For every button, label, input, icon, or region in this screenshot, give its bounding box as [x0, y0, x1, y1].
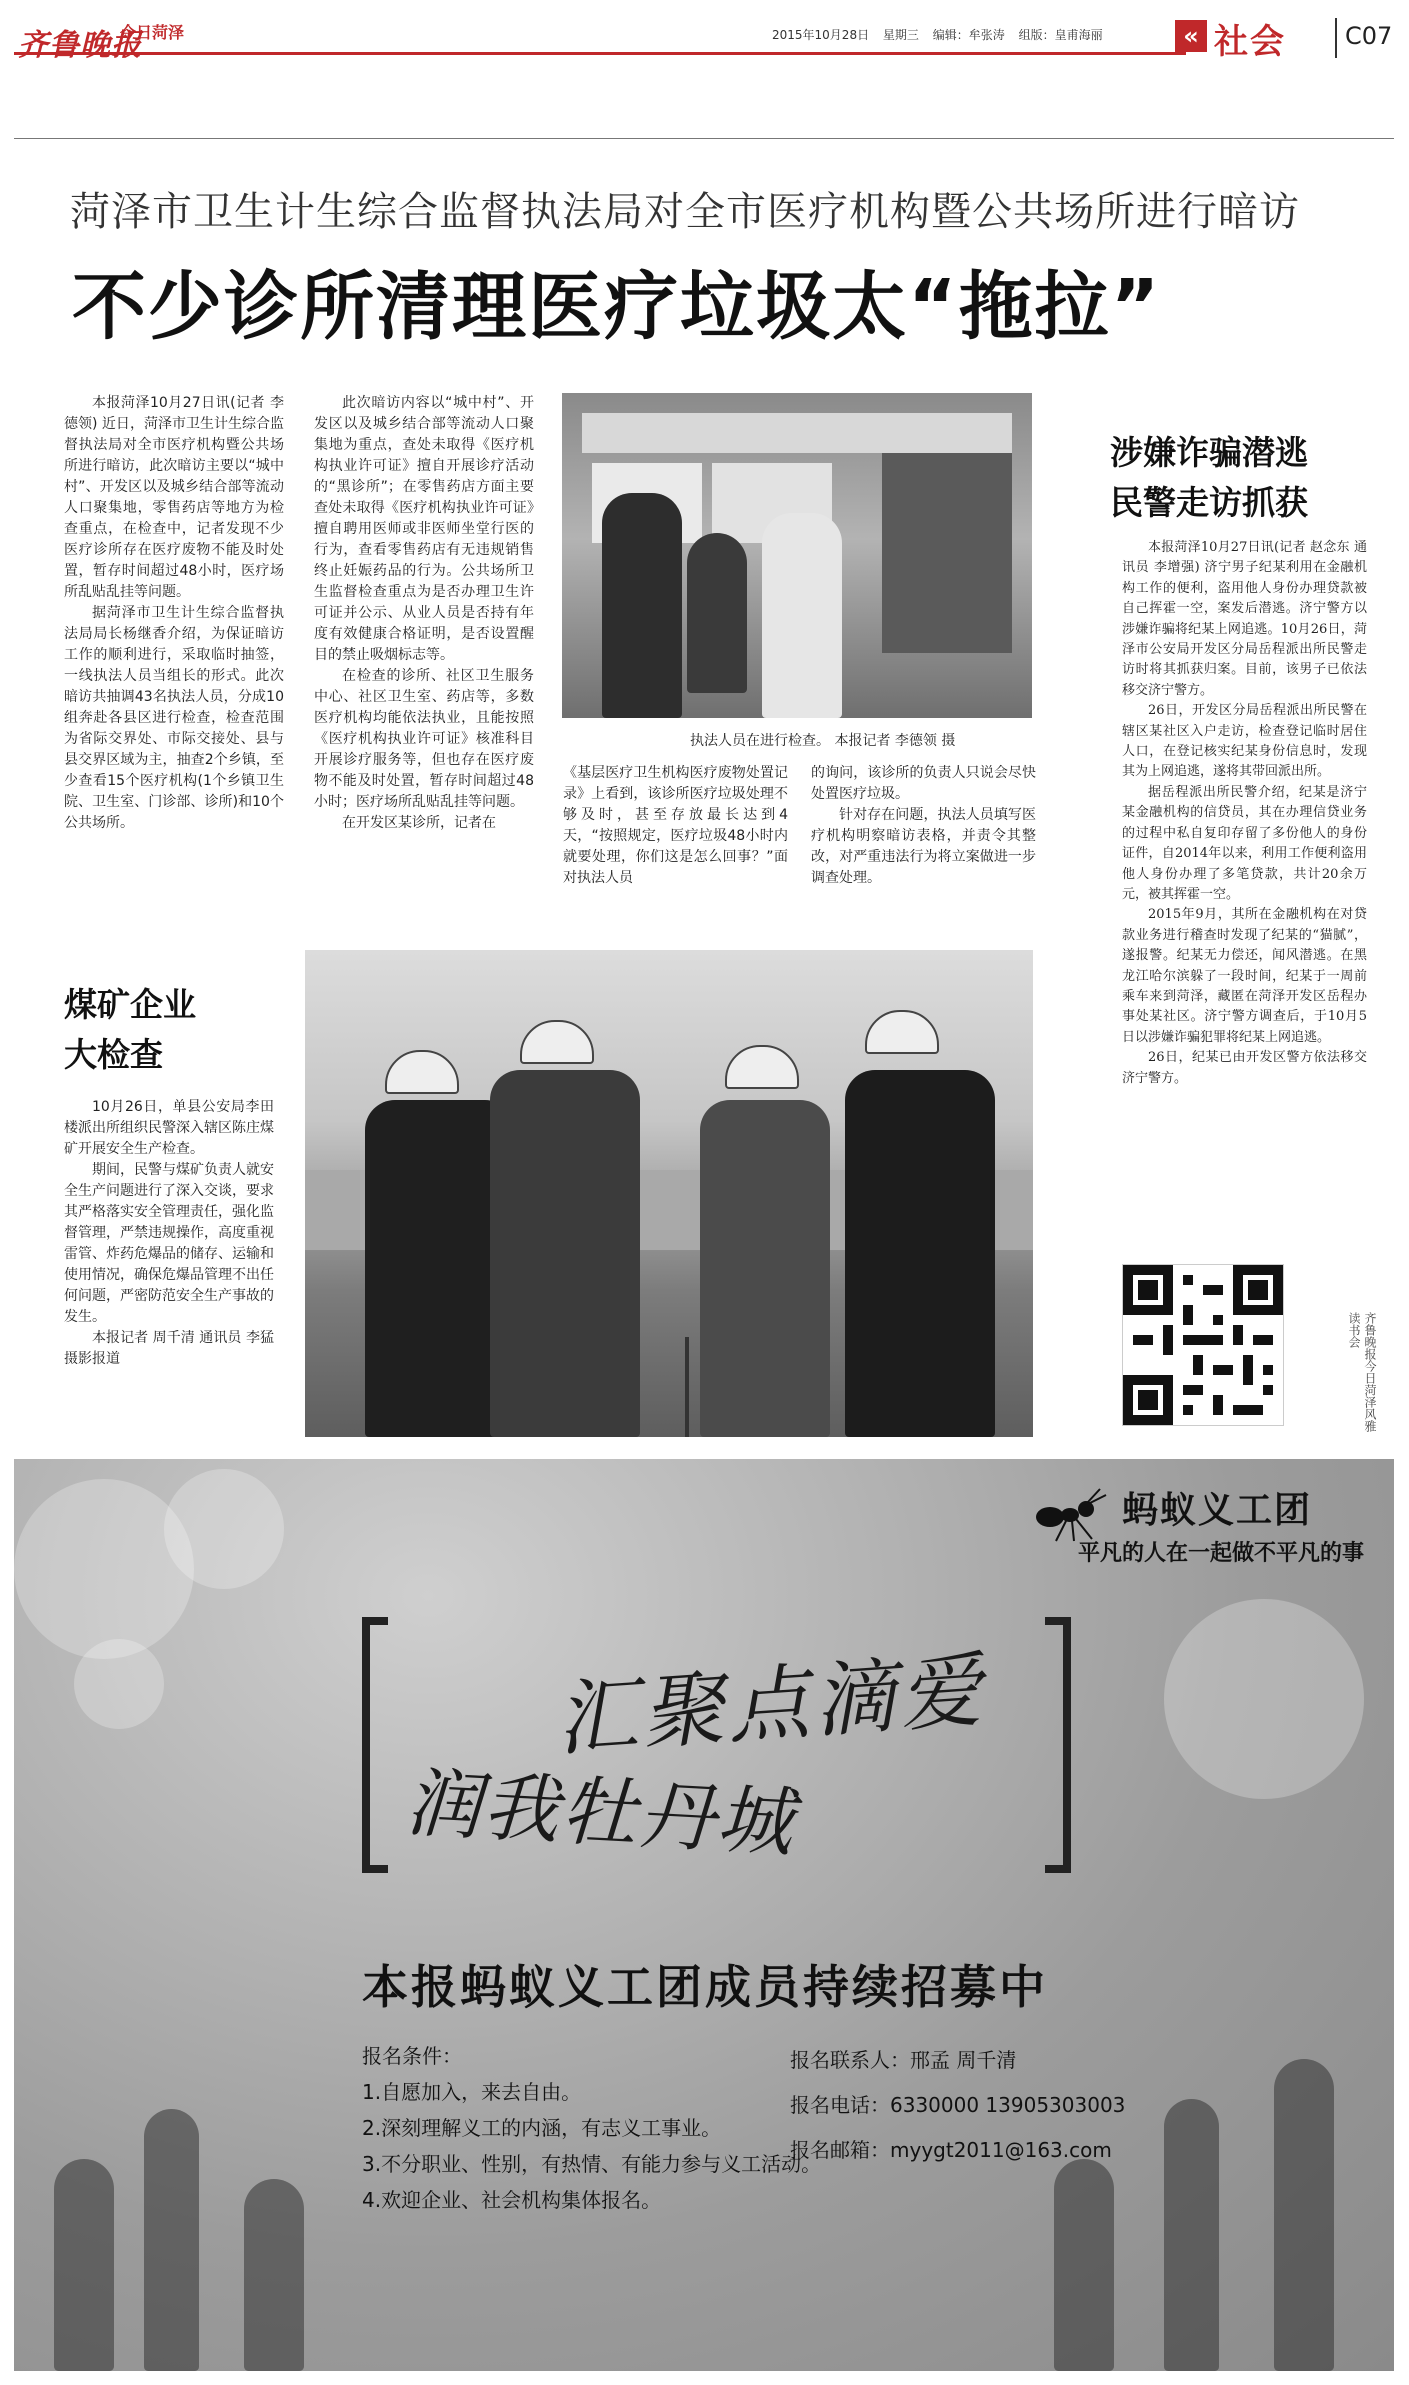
- left-bracket: [362, 1617, 388, 1873]
- right-bracket: [1045, 1617, 1071, 1873]
- paragraph: 本报菏泽10月27日讯(记者 李德领) 近日，菏泽市卫生计生综合监督执法局对全市医疗机构暨公共场所进行暗访，此次暗访主要以“城中村”、开发区以及城乡结合部等流动人口聚集地，零售药店等地方为检查重点，在检查中，记者发现不少医疗诊所存在医疗废物不能及时处置，暂存时间超过48小时，医疗场所乱贴乱挂等问题。: [64, 395, 284, 600]
- page-number: C07: [1345, 22, 1393, 50]
- paragraph: 26日，开发区分局岳程派出所民警在辖区某社区入户走访，检查登记临时居住人口，在登记核实纪某身份信息时，发现其为上网追逃，遂将其带回派出所。: [1122, 703, 1367, 780]
- contact-phone[interactable]: 报名电话：6330000 13905303003: [790, 2093, 1126, 2117]
- coal-headline-line: 煤矿企业: [64, 985, 196, 1024]
- paragraph: 本报菏泽10月27日讯(记者 赵念东 通讯员 李增强) 济宁男子纪某利用在金融机构工作的便利，盗用他人身份办理贷款被自己挥霍一空，案发后潜逃。济宁警方以涉嫌诈骗将纪某上网追逃。10月26日，菏泽市公安局开发区分局岳程派出所民警走访时将其抓获归案。目前，该男子已依法移交济宁警方。: [1122, 540, 1367, 698]
- top-rule: [14, 138, 1394, 139]
- volunteer-ad: [14, 1459, 1394, 2371]
- contact-block: [790, 2038, 1125, 2173]
- requirements-block: [362, 2038, 821, 2218]
- paragraph: 期间，民警与煤矿负责人就安全生产问题进行了深入交谈，要求其严格落实安全管理责任，强化监督管理，严禁违规操作，高度重视雷管、炸药危爆品的储存、运输和使用情况，确保危爆品管理不出任何问题，严密防范安全生产事故的发生。: [64, 1162, 274, 1325]
- recruit-title: 本报蚂蚁义工团成员持续招募中: [362, 1960, 1048, 2014]
- calligraphy-line-1: 汇聚点滴爱: [552, 1643, 989, 1768]
- paragraph: 针对存在问题，执法人员填写医疗机构明察暗访表格，并责令其整改，对严重违法行为将立案做进一步调查处理。: [811, 807, 1036, 886]
- calligraphy-line-2: 润我牡丹城: [402, 1757, 797, 1868]
- editor-credit: 编辑：牟张涛: [932, 28, 1005, 42]
- main-story-col-2: [314, 393, 534, 834]
- contact-person: 报名联系人：邢孟 周千清: [790, 2048, 1017, 2072]
- paragraph: 据岳程派出所民警介绍，纪某是济宁某金融机构的信贷员，其在办理信贷业务的过程中私自复印存留了多份他人的身份证件，自2014年以来，利用工作便利盗用他人身份办理了多笔贷款，共计20余万元，被其挥霍一空。: [1122, 784, 1367, 902]
- paragraph: 此次暗访内容以“城中村”、开发区以及城乡结合部等流动人口聚集地为重点，查处未取得《医疗机构执业许可证》擅自开展诊疗活动的“黑诊所”；在零售药店方面主要查处未取得《医疗机构执业许可证》擅自聘用医师或非医师坐堂行医的行为，查看零售药店有无违规销售终止妊娠药品的行为。公共场所卫生监督检查重点为是否办理卫生许可证并公示、从业人员是否持有年度有效健康合格证明，是否设置醒目的禁止吸烟标志等。: [314, 395, 534, 663]
- masthead-divider: [1335, 18, 1337, 58]
- section-arrow-icon: «: [1175, 20, 1207, 52]
- masthead-rule: [14, 52, 1186, 55]
- coal-mine-photo: [305, 950, 1033, 1437]
- qr-caption: 齐鲁晚报今日菏泽风雅读书会: [1347, 1312, 1377, 1432]
- ad-slogan: 平凡的人在一起做不平凡的事: [1078, 1541, 1365, 1566]
- paragraph: 在检查的诊所、社区卫生服务中心、社区卫生室、药店等，多数医疗机构均能依法执业，且能按照《医疗机构执业许可证》核准科目开展诊疗服务等，但也存在医疗废物不能及时处置，暂存时间超过48小时；医疗场所乱贴乱挂等问题。: [314, 668, 534, 810]
- issue-weekday: 星期三: [882, 28, 919, 42]
- requirement-item: 3.不分职业、性别，有热情、有能力参与义工活动。: [362, 2152, 822, 2176]
- paragraph: 本报记者 周千清 通讯员 李猛 摄影报道: [64, 1330, 274, 1367]
- inspection-photo: [562, 393, 1032, 718]
- side-story-body: [1122, 538, 1367, 1089]
- coal-headline: [64, 980, 196, 1080]
- paragraph: 在开发区某诊所，记者在: [342, 815, 496, 831]
- paragraph: 26日，纪某已由开发区警方依法移交济宁警方。: [1122, 1050, 1367, 1086]
- section-name: 社会: [1214, 22, 1286, 62]
- side-headline-line: 涉嫌诈骗潜逃: [1110, 433, 1308, 472]
- coal-story-body: [64, 1097, 274, 1370]
- contact-email[interactable]: 报名邮箱：myygt2011@163.com: [790, 2138, 1112, 2162]
- main-story-col-3: [563, 763, 788, 889]
- main-story-col-1: [64, 393, 284, 834]
- requirements-title: 报名条件：: [362, 2044, 462, 2068]
- qr-code-icon[interactable]: [1122, 1264, 1284, 1426]
- issue-date: 2015年10月28日: [772, 28, 870, 42]
- ad-org-name: 蚂蚁义工团: [1122, 1490, 1313, 1531]
- main-headline: 不少诊所清理医疗垃圾太“拖拉”: [72, 264, 1162, 350]
- main-story-col-4: [811, 763, 1036, 889]
- requirement-item: 2.深刻理解义工的内涵，有志义工事业。: [362, 2116, 722, 2140]
- photo-caption: 执法人员在进行检查。 本报记者 李德领 摄: [690, 733, 956, 749]
- side-headline: [1110, 428, 1308, 528]
- paragraph: 2015年9月，其所在金融机构在对贷款业务进行稽查时发现了纪某的“猫腻”，遂报警。纪某无力偿还，闻风潜逃。在黑龙江哈尔滨躲了一段时间，纪某于一周前乘车来到菏泽，藏匿在菏泽开发区岳程办事处某社区。济宁警方调查后，于10月5日以涉嫌诈骗犯罪将纪某上网追逃。: [1122, 907, 1367, 1045]
- side-headline-line: 民警走访抓获: [1110, 483, 1308, 522]
- section-label: 今日菏泽: [120, 23, 185, 42]
- main-subhead: 菏泽市卫生计生综合监督执法局对全市医疗机构暨公共场所进行暗访: [70, 189, 1300, 235]
- paragraph: 《基层医疗卫生机构医疗废物处置记录》上看到，该诊所医疗垃圾处理不够及时，甚至存放最长达到4天，“按照规定，医疗垃圾48小时内就要处理，你们这是怎么回事？”面对执法人员: [563, 765, 788, 886]
- masthead-meta: [772, 26, 1113, 43]
- paragraph: 10月26日，单县公安局李田楼派出所组织民警深入辖区陈庄煤矿开展安全生产检查。: [64, 1099, 274, 1157]
- designer-credit: 组版：皇甫海丽: [1018, 28, 1103, 42]
- requirement-item: 4.欢迎企业、社会机构集体报名。: [362, 2188, 662, 2212]
- requirement-item: 1.自愿加入，来去自由。: [362, 2080, 582, 2104]
- coal-headline-line: 大检查: [64, 1035, 163, 1074]
- paper-logo: 齐鲁晚报: [18, 28, 142, 63]
- paragraph: 据菏泽市卫生计生综合监督执法局局长杨继香介绍，为保证暗访工作的顺利进行，采取临时抽签，一线执法人员当组长的形式。此次暗访共抽调43名执法人员，分成10组奔赴各县区进行检查，检查范围为省际交界处、市际交接处、县与县交界区域为主，抽查2个乡镇，至少查看15个医疗机构(1个乡镇卫生院、卫生室、门诊部、诊所)和10个公共场所。: [64, 605, 284, 831]
- paragraph: 的询问，该诊所的负责人只说会尽快处置医疗垃圾。: [811, 765, 1036, 802]
